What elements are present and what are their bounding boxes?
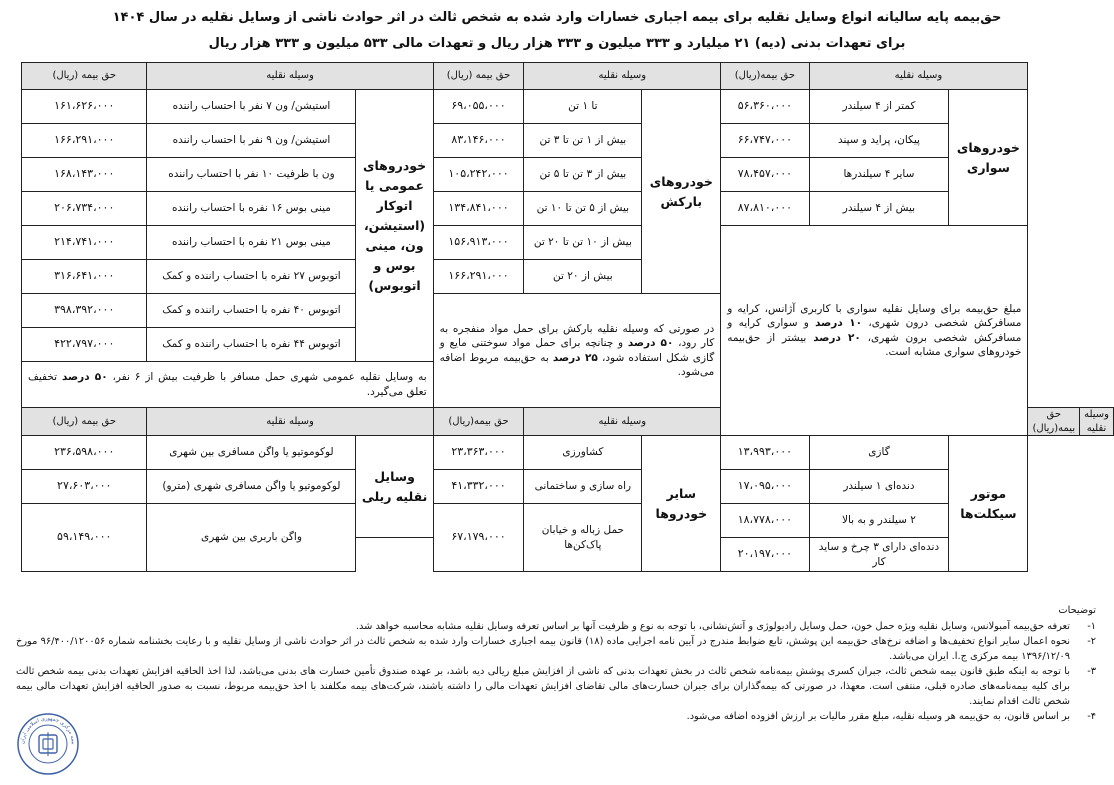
premium-table bbox=[21, 62, 1114, 572]
public-vehicle: اتوبوس ۲۷ نفره با احتساب راننده و کمک bbox=[147, 260, 356, 294]
public-vehicle: اتوبوس ۴۴ نفره با احتساب راننده و کمک bbox=[147, 328, 356, 362]
rail-premium: ۲۷،۶۰۳،۰۰۰ bbox=[22, 470, 147, 504]
page-title: حق‌بیمه پایه سالیانه انواع وسایل نقلیه برای بیمه اجباری خسارات وارد شده به شخص ثالث در اثر حوادث ناشی از وسایل نقلیه در سال ۱۴۰۴ bbox=[112, 10, 1002, 25]
car-vehicle: سایر ۴ سیلندرها bbox=[809, 158, 949, 192]
truck-vehicle: بیش از ۵ تن تا ۱۰ تن bbox=[524, 192, 642, 226]
moto-premium: ۱۳،۹۹۳،۰۰۰ bbox=[721, 436, 809, 470]
car-premium: ۷۸،۴۵۷،۰۰۰ bbox=[721, 158, 809, 192]
public-premium: ۱۶۶،۲۹۱،۰۰۰ bbox=[22, 124, 147, 158]
other-vehicle: راه سازی و ساختمانی bbox=[524, 470, 642, 504]
trucks-category: خودروهای بارکش bbox=[642, 90, 721, 294]
car-vehicle: کمتر از ۴ سیلندر bbox=[809, 90, 949, 124]
car-vehicle: بیش از ۴ سیلندر bbox=[809, 192, 949, 226]
moto-vehicle: دنده‌ای ۱ سیلندر bbox=[809, 470, 949, 504]
notes-section bbox=[16, 603, 1096, 724]
note-text: با توجه به اینکه طبق قانون بیمه شخص ثالث، جبران کسری پوشش بیمه‌نامه شخص ثالث در بخش تعهدات بدنی که ناشی از افزایش مبلغ ریالی دیه باشد، بر عهده صندوق تأمین خسارت های بدنی می‌باشد، لذا اخذ الحاقیه افزایش تعهدات بدنی بیمه شخص ثالث برای کلیه بیمه‌نامه‌های صادره قبلی، منتفی است. معهذا، در صورتی که بیمه‌گذاران برای جبران خسارت‌های مالی تقاضای افزایش تعهدات مالی را داشته باشند، شرکت‌های بیمه مکلفند با اخذ حق‌بیمه مربوط، نسبت به صدور الحاقیه افزایش تعهدات مالی بیمه شخص ثالث اقدام نمایند. bbox=[16, 666, 1070, 707]
truck-vehicle: بیش از ۲۰ تن bbox=[524, 260, 642, 294]
motorcycles-category: موتور سیکلت‌ها bbox=[949, 436, 1028, 572]
trucks-note: در صورتی که وسیله نقلیه بارکش برای حمل مواد منفجره به کار رود، ۵۰ درصد و چنانچه برای حمل مواد سوختنی مایع و گازی شکل استفاده شود، ۲۵ درصد به حق‌بیمه مربوط اضافه می‌شود. bbox=[433, 294, 721, 408]
other-vehicles-category: سایر خودروها bbox=[642, 436, 721, 572]
page-subtitle: برای تعهدات بدنی (دیه) ۲۱ میلیارد و ۳۳۳ میلیون و ۳۳۳ هزار ریال و تعهدات مالی ۵۳۳ میلیون و ۳۳۳ هزار ریال bbox=[208, 36, 906, 51]
other-premium: ۴۱،۳۳۲،۰۰۰ bbox=[433, 470, 524, 504]
seal-text: بیمه مرکزی جمهوری اسلامی ایران bbox=[19, 715, 77, 745]
header-premium: حق بیمه(ریال) bbox=[433, 408, 524, 436]
other-premium: ۶۷،۱۷۹،۰۰۰ bbox=[433, 504, 524, 572]
header-premium: حق بیمه (ریال) bbox=[22, 63, 147, 90]
header-vehicle: وسیله نقلیه bbox=[147, 63, 433, 90]
notes-heading: توضیحات bbox=[1058, 605, 1096, 616]
note-number: ۲- bbox=[1087, 636, 1096, 647]
note-text: نحوه اعمال سایر انواع تخفیف‌ها و اضافه نرخ‌های حق‌بیمه این پوشش، تابع ضوابط مندرج در آیین نامه اجرایی ماده (۱۸) قانون بیمه اجباری خسارات وارد شده به شخص ثالث در اثر حوادث ناشی از وسایل نقلیه و با رعایت بخشنامه شماره ۹۶/۴۰۰/۱۲۰۰۵۶ مورخ ۱۳۹۶/۱۲/۰۹ بیمه مرکزی ج.ا. ایران می‌باشد. bbox=[16, 636, 1070, 662]
moto-vehicle: دنده‌ای دارای ۳ چرخ و ساید کار bbox=[809, 538, 949, 572]
car-premium: ۶۶،۷۴۷،۰۰۰ bbox=[721, 124, 809, 158]
truck-premium: ۸۳،۱۴۶،۰۰۰ bbox=[433, 124, 524, 158]
header-premium: حق بیمه (ریال) bbox=[433, 63, 524, 90]
note-number: ۳- bbox=[1087, 666, 1096, 677]
moto-premium: ۲۰،۱۹۷،۰۰۰ bbox=[721, 538, 809, 572]
public-premium: ۱۶۸،۱۴۳،۰۰۰ bbox=[22, 158, 147, 192]
truck-vehicle: بیش از ۳ تن تا ۵ تن bbox=[524, 158, 642, 192]
public-vehicle: استیشن/ ون ۷ نفر با احتساب راننده bbox=[147, 90, 356, 124]
header-vehicle: وسیله نقلیه bbox=[1080, 408, 1114, 436]
header-vehicle: وسیله نقلیه bbox=[524, 63, 721, 90]
truck-premium: ۱۰۵،۲۴۲،۰۰۰ bbox=[433, 158, 524, 192]
passenger-cars-note: مبلغ حق‌بیمه برای وسایل نقلیه سواری با کاربری آژانس، کرایه و مسافرکش شخصی درون شهری، ۱۰ درصد و سواری کرایه و مسافرکش شخصی برون شهری، ۲۰ درصد بیشتر از حق‌بیمه خودروهای سواری مشابه است. bbox=[721, 226, 1028, 436]
note-item bbox=[16, 664, 1096, 709]
rail-spacer bbox=[356, 538, 433, 572]
public-vehicle: استیشن/ ون ۹ نفر با احتساب راننده bbox=[147, 124, 356, 158]
public-vehicles-note: به وسایل نقلیه عمومی شهری حمل مسافر با ظرفیت بیش از ۶ نفر، ۵۰ درصد تخفیف تعلق می‌گیرد. bbox=[22, 362, 434, 408]
header-premium: حق بیمه(ریال) bbox=[721, 63, 809, 90]
car-vehicle: پیکان، پراید و سپند bbox=[809, 124, 949, 158]
note-number: ۱- bbox=[1087, 621, 1096, 632]
public-premium: ۱۶۱،۶۲۶،۰۰۰ bbox=[22, 90, 147, 124]
public-premium: ۴۲۲،۷۹۷،۰۰۰ bbox=[22, 328, 147, 362]
other-vehicle: حمل زباله و خیابان پاک‌کن‌ها bbox=[524, 504, 642, 572]
truck-premium: ۱۵۶،۹۱۳،۰۰۰ bbox=[433, 226, 524, 260]
other-premium: ۲۳،۳۶۳،۰۰۰ bbox=[433, 436, 524, 470]
note-number: ۴- bbox=[1087, 711, 1096, 722]
header-vehicle: وسیله نقلیه bbox=[524, 408, 721, 436]
rail-vehicles-category: وسایل نقلیه ریلی bbox=[356, 436, 433, 538]
moto-vehicle: گازی bbox=[809, 436, 949, 470]
public-vehicle: مینی بوس ۲۱ نفره با احتساب راننده bbox=[147, 226, 356, 260]
public-premium: ۲۰۶،۷۳۴،۰۰۰ bbox=[22, 192, 147, 226]
public-premium: ۳۹۸،۳۹۲،۰۰۰ bbox=[22, 294, 147, 328]
note-item bbox=[16, 619, 1096, 634]
note-text: تعرفه حق‌بیمه آمبولانس، وسایل نقلیه ویژه حمل خون، حمل وسایل رادیولوژی و آتش‌نشانی، با توجه به نوع و ظرفیت آنها بر اساس تعرفه وسایل نقلیه مشابه محاسبه خواهد شد. bbox=[355, 621, 1070, 632]
public-vehicle: ون با ظرفیت ۱۰ نفر با احتساب راننده bbox=[147, 158, 356, 192]
note-text: بر اساس قانون، به حق‌بیمه هر وسیله نقلیه، مبلغ مقرر مالیات بر ارزش افزوده اضافه می‌شود. bbox=[686, 711, 1070, 722]
public-vehicle: مینی بوس ۱۶ نفره با احتساب راننده bbox=[147, 192, 356, 226]
central-insurance-seal-icon bbox=[16, 712, 80, 776]
rail-premium: ۵۹،۱۴۹،۰۰۰ bbox=[22, 504, 147, 572]
header-vehicle: وسیله نقلیه bbox=[809, 63, 1028, 90]
truck-premium: ۱۳۴،۸۴۱،۰۰۰ bbox=[433, 192, 524, 226]
header-premium: حق بیمه(ریال) bbox=[1028, 408, 1080, 436]
rail-vehicle: لوکوموتیو یا واگن مسافری بین شهری bbox=[147, 436, 356, 470]
note-item bbox=[16, 634, 1096, 664]
car-premium: ۵۶،۳۶۰،۰۰۰ bbox=[721, 90, 809, 124]
truck-vehicle: تا ۱ تن bbox=[524, 90, 642, 124]
passenger-cars-category: خودروهای سواری bbox=[949, 90, 1028, 226]
car-premium: ۸۷،۸۱۰،۰۰۰ bbox=[721, 192, 809, 226]
public-premium: ۳۱۶،۶۴۱،۰۰۰ bbox=[22, 260, 147, 294]
moto-premium: ۱۷،۰۹۵،۰۰۰ bbox=[721, 470, 809, 504]
header-vehicle: وسیله نقلیه bbox=[147, 408, 433, 436]
truck-vehicle: بیش از ۱ تن تا ۳ تن bbox=[524, 124, 642, 158]
moto-premium: ۱۸،۷۷۸،۰۰۰ bbox=[721, 504, 809, 538]
public-vehicle: اتوبوس ۴۰ نفره با احتساب راننده و کمک bbox=[147, 294, 356, 328]
header-premium: حق بیمه (ریال) bbox=[22, 408, 147, 436]
other-vehicle: کشاورزی bbox=[524, 436, 642, 470]
rail-vehicle: واگن باربری بین شهری bbox=[147, 504, 356, 572]
truck-vehicle: بیش از ۱۰ تن تا ۲۰ تن bbox=[524, 226, 642, 260]
public-vehicles-category: خودروهای عمومی یا اتوکار (استیشن، ون، مینی بوس و اتوبوس) bbox=[356, 90, 433, 362]
moto-vehicle: ۲ سیلندر و به بالا bbox=[809, 504, 949, 538]
rail-vehicle: لوکوموتیو یا واگن مسافری شهری (مترو) bbox=[147, 470, 356, 504]
truck-premium: ۶۹،۰۵۵،۰۰۰ bbox=[433, 90, 524, 124]
public-premium: ۲۱۴،۷۴۱،۰۰۰ bbox=[22, 226, 147, 260]
rail-premium: ۲۳۶،۵۹۸،۰۰۰ bbox=[22, 436, 147, 470]
truck-premium: ۱۶۶،۲۹۱،۰۰۰ bbox=[433, 260, 524, 294]
note-item bbox=[16, 709, 1096, 724]
